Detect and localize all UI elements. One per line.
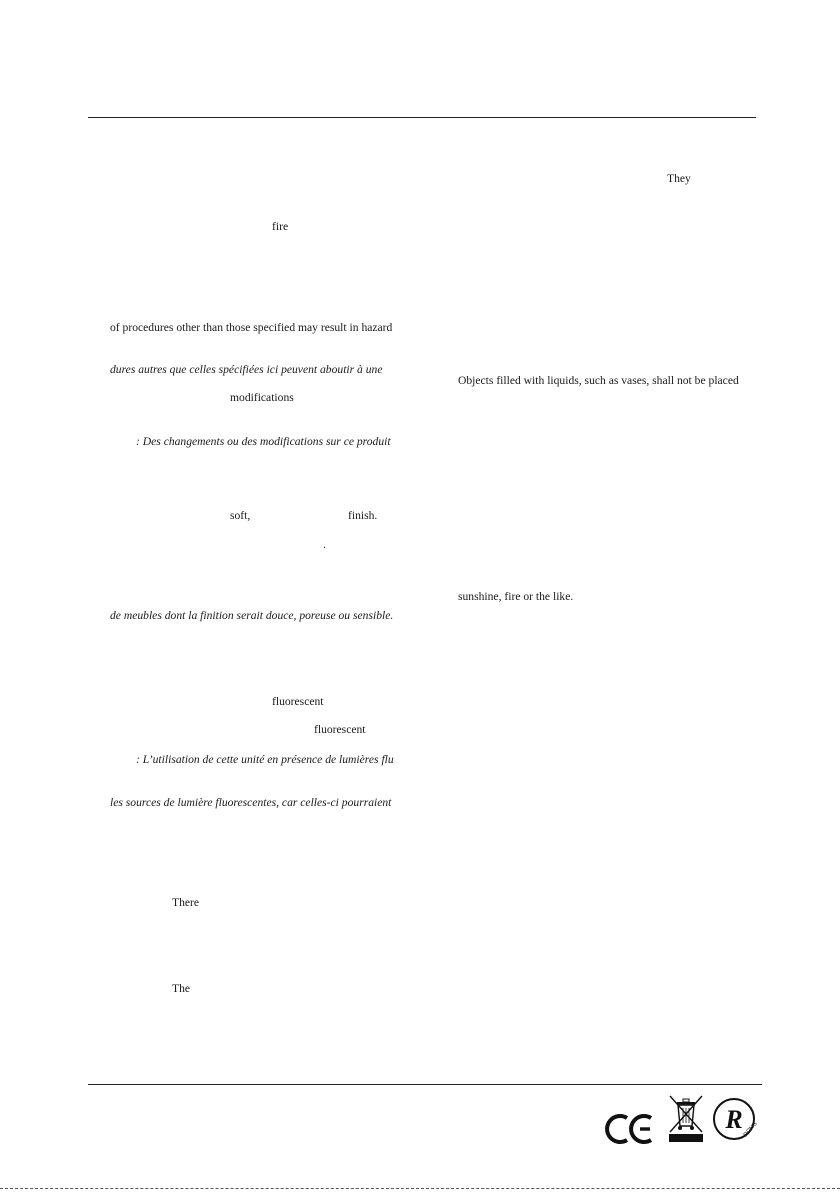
footer-rule	[88, 1084, 762, 1085]
compliance-marks	[600, 1092, 760, 1148]
text-fragment: .	[323, 538, 326, 551]
page-bottom-dashed-line	[0, 1188, 840, 1189]
text-fragment: fluorescent	[314, 723, 366, 736]
compliance-marks-svg	[600, 1092, 760, 1148]
text-fragment: finish.	[348, 509, 378, 522]
text-fragment: de meubles dont la finition serait douce, poreuse ou sensible.	[110, 609, 394, 622]
rohs-label: ROHS	[742, 1121, 759, 1139]
text-fragment: soft,	[230, 509, 251, 522]
text-fragment: There	[172, 896, 200, 909]
circled-r-icon	[714, 1099, 759, 1139]
text-fragment: : Des changements ou des modifications sur ce produit	[136, 435, 391, 448]
crossed-out-wheelie-bin-icon	[669, 1096, 703, 1142]
text-fragment: fluorescent	[272, 695, 324, 708]
text-fragment: of procedures other than those specified may result in hazard	[110, 321, 393, 334]
header-rule	[88, 117, 756, 118]
text-fragment: fire	[272, 220, 289, 233]
text-fragment: modifications	[230, 391, 294, 404]
text-fragment: dures autres que celles spécifiées ici peuvent aboutir à une	[110, 363, 383, 376]
text-fragment: : L’utilisation de cette unité en présence de lumières flu	[136, 753, 394, 766]
text-fragment: The	[172, 982, 191, 995]
text-fragment: les sources de lumière fluorescentes, car celles-ci pourraient	[110, 796, 392, 809]
ce-mark-label: CE	[630, 1132, 632, 1133]
svg-text:R: R	[725, 1105, 743, 1134]
text-fragment: They	[667, 172, 691, 185]
text-fragment: Objects filled with liquids, such as vases, shall not be placed	[458, 374, 739, 387]
text-fragment: sunshine, fire or the like.	[458, 590, 574, 603]
ce-mark-icon	[607, 1116, 651, 1142]
